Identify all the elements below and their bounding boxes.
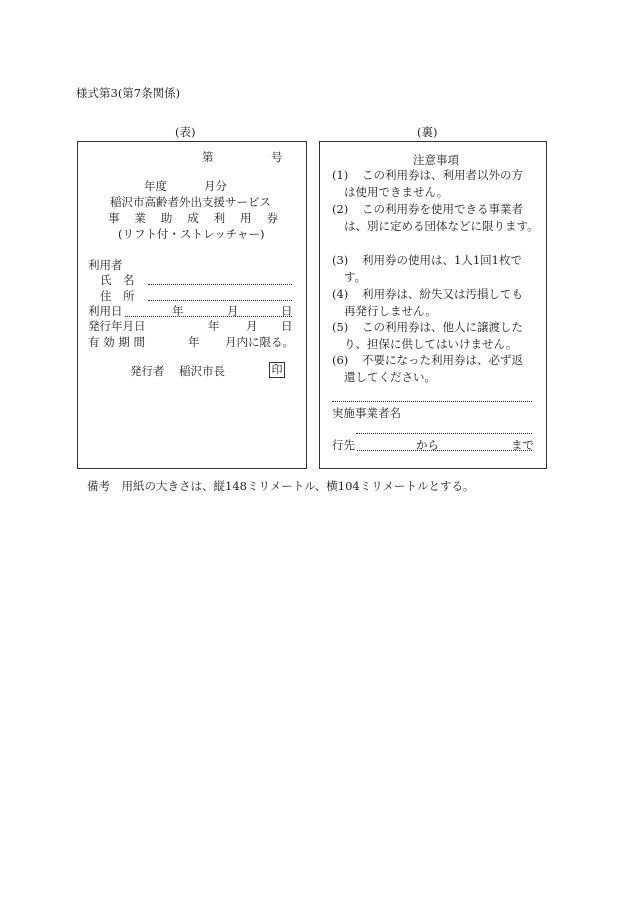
note-number: (1) (332, 168, 349, 182)
ticket-title: 稲沢市高齢者外出支援サービス (110, 195, 271, 209)
ticket-subtitle (108, 210, 278, 226)
number-suffix: 号 (271, 150, 283, 164)
note-item (332, 352, 540, 385)
name-field[interactable] (148, 284, 292, 285)
address-field[interactable] (148, 300, 292, 301)
note-number: (2) (332, 202, 349, 216)
provider-label: 実施事業者名 (332, 406, 401, 420)
note-item (332, 167, 540, 200)
note-item (332, 286, 540, 319)
provider-field[interactable] (356, 433, 532, 434)
footnote: 備考 用紙の大きさは、縦148ミリメートル、横104ミリメートルとする。 (87, 479, 475, 493)
issue-date-day: 日 (281, 319, 293, 333)
note-continuation: 還してください。 (344, 369, 436, 384)
subtitle-char: 成 (187, 211, 199, 225)
use-date-year: 年 (172, 304, 184, 318)
subtitle-char: 業 (134, 211, 146, 225)
issuer-label: 発行者 (130, 364, 165, 378)
validity-label: 有 効 期 間 (88, 335, 145, 349)
validity-suffix: 月内に限る。 (225, 335, 294, 349)
issue-date-label: 発行年月日 (88, 319, 146, 333)
front-card (77, 141, 307, 469)
use-date-field[interactable] (125, 316, 292, 317)
subtitle-char: 券 (266, 211, 278, 225)
note-number: (4) (332, 287, 349, 301)
use-date-label: 利用日 (88, 304, 123, 318)
number-prefix: 第 (202, 150, 214, 164)
user-label: 利用者 (88, 258, 123, 272)
month-label: 月分 (204, 179, 227, 193)
divider-dotted (332, 401, 532, 402)
note-line: この利用券は、利用者以外の方 (362, 168, 523, 182)
form-label: 様式第3(第7条関係) (76, 86, 181, 100)
back-card (319, 141, 547, 469)
note-line: この利用券は、他人に譲渡した (362, 320, 523, 334)
address-label: 住 所 (100, 289, 135, 303)
destination-label: 行先 (332, 438, 355, 452)
vehicle-type: (リフト付・ストレッチャー) (118, 227, 265, 241)
back-heading: (裏) (417, 125, 438, 139)
note-number: (3) (332, 253, 349, 267)
note-item (332, 201, 540, 234)
destination-from: から (416, 438, 439, 452)
note-continuation: り、担保に供してはいけません。 (344, 336, 518, 351)
subtitle-char: 助 (160, 211, 173, 225)
note-item (332, 252, 540, 285)
subtitle-char: 用 (240, 211, 252, 225)
note-continuation: す。 (344, 269, 367, 284)
issue-date-year: 年 (208, 319, 220, 333)
note-continuation: 再発行しません。 (344, 303, 437, 318)
fiscal-year-label: 年度 (144, 179, 167, 193)
note-line: 利用券は、紛失又は汚損しても (362, 287, 523, 301)
destination-to: まで (511, 438, 534, 452)
note-item (332, 319, 540, 352)
issue-date-month: 月 (246, 319, 258, 333)
note-line: この利用券を使用できる事業者 (362, 202, 523, 216)
notes-title: 注意事項 (413, 153, 459, 167)
front-heading: (表) (175, 125, 196, 139)
note-line: 不要になった利用券は、必ず返 (362, 353, 523, 367)
issuer-name: 稲沢市長 (179, 364, 225, 378)
note-number: (5) (332, 320, 349, 334)
use-date-month: 月 (227, 304, 239, 318)
name-label: 氏 名 (100, 273, 135, 287)
note-continuation: は、別に定める団体などに限ります。 (344, 218, 539, 233)
note-number: (6) (332, 353, 349, 367)
seal-mark (269, 362, 285, 378)
use-date-day: 日 (281, 304, 293, 318)
note-line: 利用券の使用は、1人1回1枚で (362, 253, 522, 267)
seal-stamp: 印 (269, 362, 285, 378)
destination-field[interactable] (357, 450, 532, 451)
subtitle-char: 事 (108, 211, 120, 225)
validity-year: 年 (188, 335, 200, 349)
subtitle-char: 利 (213, 211, 226, 225)
note-continuation: は使用できません。 (344, 184, 449, 199)
